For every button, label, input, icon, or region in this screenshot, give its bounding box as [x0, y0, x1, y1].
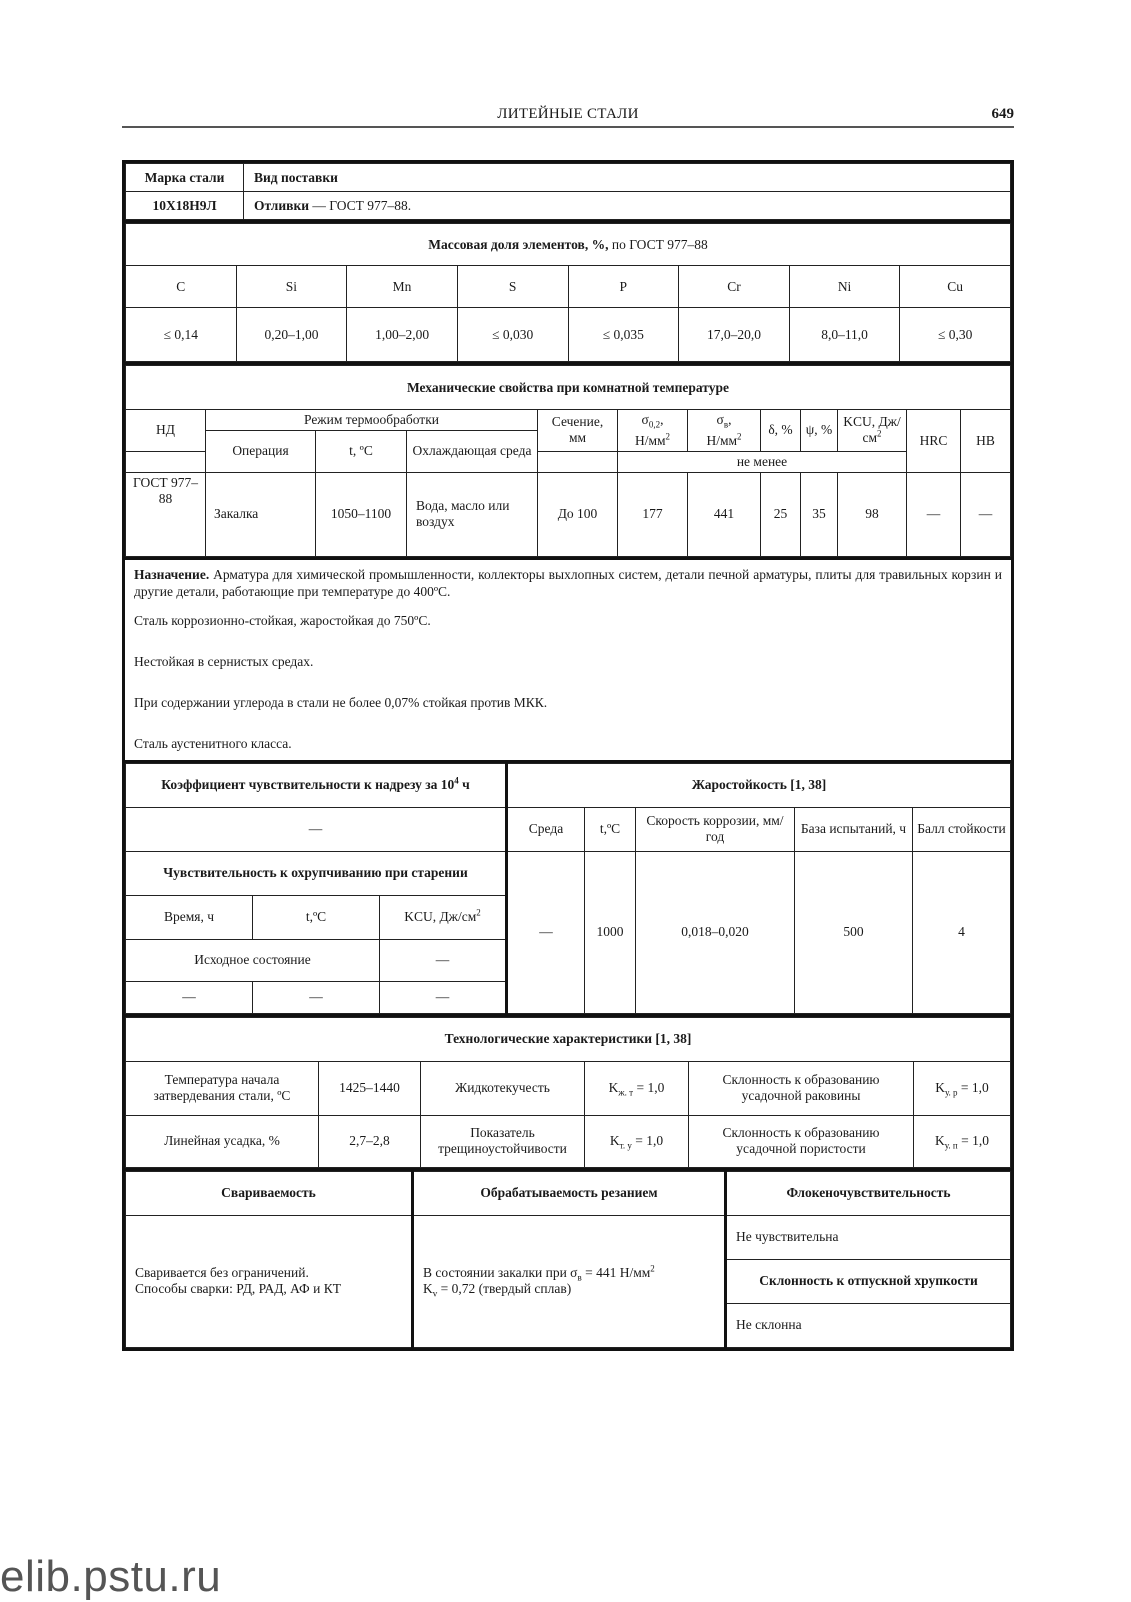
purpose-p4: При содержании углерода в стали не более 0,07% стойкая против МКК.: [134, 694, 548, 710]
supply-bold: Отливки: [254, 197, 309, 213]
running-header: [122, 104, 1014, 128]
sigmab-symbol: σ: [716, 412, 724, 428]
element-name: S: [457, 266, 568, 308]
element-name: C: [126, 266, 237, 308]
flake-value: Не чувствительна: [726, 1215, 1011, 1259]
kcu-value: 98: [838, 472, 907, 556]
cooling-value: Вода, масло или воздух: [407, 472, 538, 556]
composition-title: [126, 224, 1011, 266]
element-name: Cr: [679, 266, 790, 308]
base-header: База испытаний, ч: [795, 807, 913, 851]
steel-datasheet: [122, 160, 1014, 1351]
supply-rest: — ГОСТ 977–88.: [309, 197, 412, 213]
aging-title: Чувствительность к охрупчиванию при старении: [126, 851, 507, 895]
hr-temp-header: t,ºC: [585, 807, 636, 851]
operation-value: Закалка: [206, 472, 316, 556]
tech-r1c1: Температура начала затвердевания стали, ºC: [126, 1061, 319, 1115]
weld-line-1: Сваривается без ограничений.: [135, 1265, 309, 1280]
element-name: Mn: [347, 266, 458, 308]
sigma02-value: 177: [618, 472, 688, 556]
section-value: До 100: [538, 472, 618, 556]
sigma02-header: $\sigma_{0,2}$,: [618, 410, 688, 431]
weld-title: Свариваемость: [126, 1171, 413, 1215]
element-value: ≤ 0,035: [568, 308, 679, 362]
nd-value: ГОСТ 977–88: [126, 472, 206, 556]
weld-value: [126, 1215, 413, 1347]
purpose-p3: Нестойкая в сернистых средах.: [134, 653, 314, 669]
sigma02-unit: $Н/мм^2$: [618, 431, 688, 452]
temp-header: t, ºC: [316, 431, 407, 473]
temp-value: 1050–1100: [316, 472, 407, 556]
element-names-row: [126, 266, 1011, 308]
sigmab-value: 441: [688, 472, 761, 556]
tech-r1c5: Склонность к образованию усадочной раковины: [689, 1061, 914, 1115]
element-name: P: [568, 266, 679, 308]
corrosion-header: Скорость коррозии, мм/год: [636, 807, 795, 851]
hr-temp-value: 1000: [585, 851, 636, 1013]
aging-cell: —: [126, 981, 253, 1013]
mechanical-row: [126, 472, 1011, 556]
page-number: 649: [991, 106, 1014, 122]
technology-block: [122, 1017, 1014, 1171]
element-value: 17,0–20,0: [679, 308, 790, 362]
grade-header: Марка стали: [126, 164, 244, 192]
sigmab-header: $\sigma_в$,: [688, 410, 761, 431]
kcu-header: KCU, $Дж/см^2$: [838, 410, 907, 452]
aging-initial: Исходное состояние: [126, 939, 380, 981]
mechanical-title: Механические свойства при комнатной температуре: [126, 366, 1011, 410]
purpose-p5: Сталь аустенитного класса.: [134, 735, 292, 751]
delta-header: δ, %: [761, 410, 801, 452]
sigmab-sub: в: [723, 419, 729, 430]
composition-block: [122, 223, 1014, 365]
cut-title: Обрабатываемость резанием: [413, 1171, 726, 1215]
temper-title: Склонность к отпускной хрупкости: [726, 1259, 1011, 1303]
composition-title-bold: Массовая доля элементов, %,: [428, 236, 609, 252]
psi-header: ψ, %: [801, 410, 838, 452]
weld-line-2: Способы сварки: РД, РАД, АФ и КТ: [135, 1281, 341, 1296]
purpose-block: [122, 560, 1014, 763]
hb-value: —: [961, 472, 1011, 556]
tech-r2c2: 2,7–2,8: [319, 1115, 421, 1167]
tech-r1c2: 1425–1440: [319, 1061, 421, 1115]
score-value: 4: [913, 851, 1011, 1013]
grade-block: [122, 160, 1014, 223]
running-title: ЛИТЕЙНЫЕ СТАЛИ: [497, 106, 639, 122]
hrc-header: HRC: [907, 410, 961, 473]
element-value: ≤ 0,030: [457, 308, 568, 362]
aging-cell: —: [380, 981, 507, 1013]
score-header: Балл стойкости: [913, 807, 1011, 851]
element-name: Si: [236, 266, 347, 308]
element-value: 0,20–1,00: [236, 308, 347, 362]
medium-value: —: [507, 851, 585, 1013]
base-value: 500: [795, 851, 913, 1013]
aging-kcu-header: KCU, $Дж/см^2$: [380, 895, 507, 939]
section-header-spacer: [538, 451, 618, 472]
aging-initial-value: —: [380, 939, 507, 981]
aging-time-header: Время, ч: [126, 895, 253, 939]
hrc-value: —: [907, 472, 961, 556]
heat-mode-header: Режим термообработки: [206, 410, 538, 431]
hb-header: HB: [961, 410, 1011, 473]
corrosion-value: 0,018–0,020: [636, 851, 795, 1013]
cut-line-2: $K_v = 0,72$ (твердый сплав): [423, 1281, 572, 1299]
element-name: Ni: [789, 266, 900, 308]
notch-heat-block: [122, 763, 1014, 1017]
steel-grade: 10Х18Н9Л: [126, 192, 244, 220]
tech-r2c3: Показатель трещиноустойчивости: [421, 1115, 585, 1167]
psi-value: 35: [801, 472, 838, 556]
aging-cell: —: [253, 981, 380, 1013]
element-value: 1,00–2,00: [347, 308, 458, 362]
purpose-text: Арматура для химической промышленности, коллекторы выхлопных систем, детали печной арматуры, плиты для травильных корзин и другие детали, работающие при температуре до 400ºC.: [134, 566, 1002, 599]
aging-temp-header: t,ºC: [253, 895, 380, 939]
purpose-label: Назначение.: [134, 566, 210, 582]
supply-header: Вид поставки: [244, 164, 1011, 192]
notch-value: —: [126, 807, 507, 851]
element-value: ≤ 0,30: [900, 308, 1011, 362]
element-value: 8,0–11,0: [789, 308, 900, 362]
section-header: Сечение, мм: [538, 410, 618, 452]
temper-value: Не склонна: [726, 1303, 1011, 1347]
cooling-header: Охлаждающая среда: [407, 431, 538, 473]
notch-title: Коэффициент чувствительности к надрезу за $10^4$ ч: [126, 763, 507, 807]
tech-r1c6: $K_{у. р} = 1,0$: [914, 1061, 1011, 1115]
watermark: elib.pstu.ru: [0, 1552, 222, 1601]
kcu-label: KCU, Дж/см: [843, 414, 901, 446]
cut-line-1: В состоянии закалки при $\sigma_в = 441$ $Н/мм^2$: [423, 1263, 655, 1283]
cut-value: [413, 1215, 726, 1347]
nd-header: НД: [126, 410, 206, 452]
not-less-label: не менее: [618, 451, 907, 472]
tech-r2c1: Линейная усадка, %: [126, 1115, 319, 1167]
nd-header-spacer: [126, 451, 206, 472]
tech-r1c3: Жидкотекучесть: [421, 1061, 585, 1115]
medium-header: Среда: [507, 807, 585, 851]
tech-r1c4: $K_{ж. т} = 1,0$: [585, 1061, 689, 1115]
sigma02-sub: 0,2: [648, 419, 661, 430]
flake-title: Флокеночувствительность: [726, 1171, 1011, 1215]
tech-r2c4: $K_{т. у} = 1,0$: [585, 1115, 689, 1167]
purpose-p2: Сталь коррозионно-стойкая, жаростойкая до 750ºC.: [134, 612, 431, 628]
element-value: ≤ 0,14: [126, 308, 237, 362]
heat-resistance-title: Жаростойкость [1, 38]: [507, 763, 1011, 807]
mechanical-block: [122, 365, 1014, 560]
supply-value: [244, 192, 1011, 220]
sigma02-symbol: σ: [641, 412, 649, 428]
sigmab-unit: $Н/мм^2$: [688, 431, 761, 452]
element-values-row: [126, 308, 1011, 362]
technology-title: Технологические характеристики [1, 38]: [126, 1017, 1011, 1061]
tech-r2c6: $K_{у. п} = 1,0$: [914, 1115, 1011, 1167]
composition-title-rest: по ГОСТ 977–88: [608, 236, 708, 252]
tech-r2c5: Склонность к образованию усадочной пористости: [689, 1115, 914, 1167]
bottom-block: [122, 1171, 1014, 1351]
element-name: Cu: [900, 266, 1011, 308]
delta-value: 25: [761, 472, 801, 556]
operation-header: Операция: [206, 431, 316, 473]
